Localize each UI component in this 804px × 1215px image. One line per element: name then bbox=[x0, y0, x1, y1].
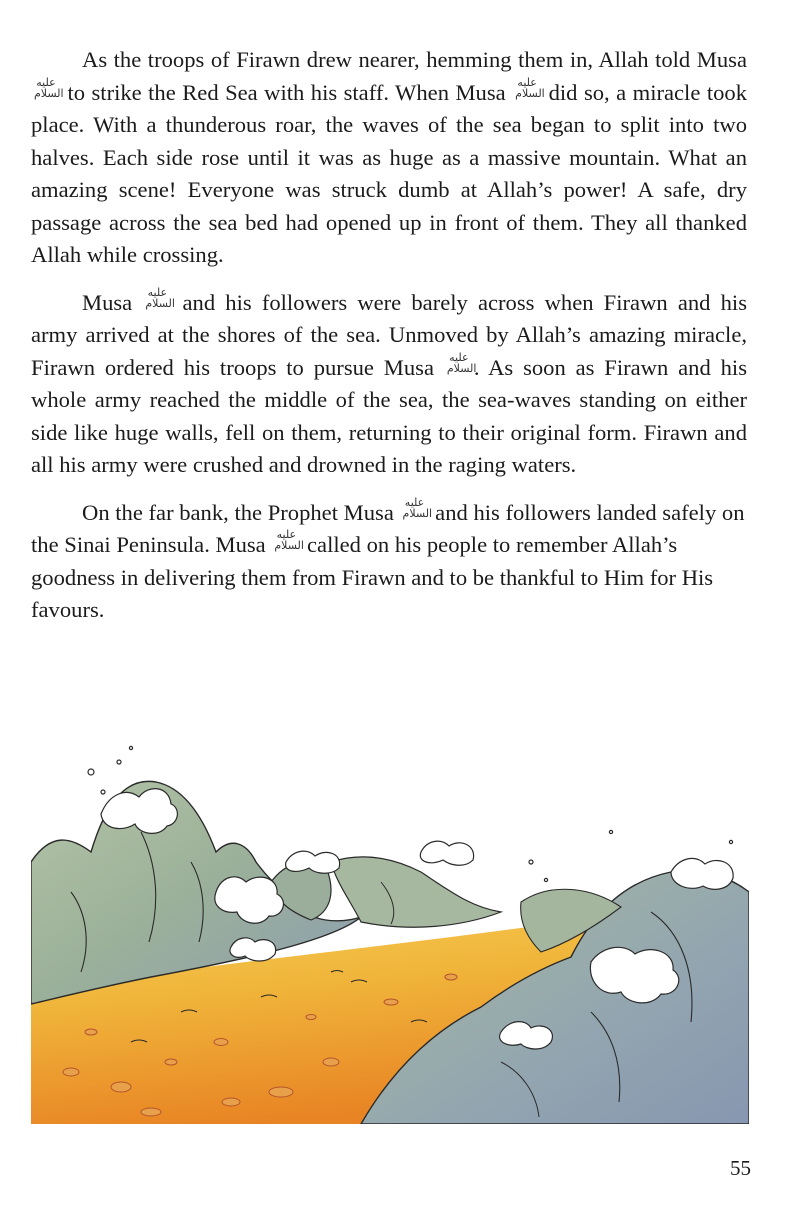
paragraph-text: to strike the Red Sea with his staff. When Musa bbox=[67, 79, 506, 105]
peace-be-upon-him-mark: عليه السلام bbox=[274, 528, 304, 552]
paragraph-text: On the far bank, the Prophet Musa bbox=[82, 499, 394, 525]
paragraph-text: Musa bbox=[82, 289, 133, 315]
paragraph-text: called on his people to remember Allah’s goodness in delivering them from Firawn and to be thankful to Him for His favours. bbox=[31, 532, 714, 622]
peace-be-upon-him-mark: عليه السلام bbox=[402, 495, 433, 520]
story-paragraph bbox=[31, 287, 747, 482]
parted-sea-illustration bbox=[31, 742, 749, 1124]
peace-be-upon-him-mark: عليه السلام bbox=[34, 75, 64, 100]
page-number: 55 bbox=[730, 1156, 751, 1180]
peace-be-upon-him-mark: عليه السلام bbox=[446, 350, 477, 375]
paragraph-text: and his followers landed safely on the Sinai Peninsula. Musa bbox=[31, 499, 745, 557]
paragraph-text: As the troops of Firawn drew nearer, hemming them in, Allah told Musa bbox=[82, 47, 747, 72]
peace-be-upon-him-mark: عليه السلام bbox=[145, 285, 175, 310]
paragraph-text: and his followers were barely across when Firawn and his army arrived at the shores of the sea. Unmoved by Allah’s amazing miracle, Firawn ordered his troops to pursue Musa bbox=[31, 289, 747, 380]
paragraph-text: did so, a miracle took place. With a thunderous roar, the waves of the sea began to split into two halves. Each side rose until it was as huge as a massive mountain. What an amazing scene! Everyone was struck dumb at Allah’s power! A safe, dry passage across the sea bed had opened up in front of them. They all thanked Allah while crossing. bbox=[31, 79, 747, 267]
story-text bbox=[31, 44, 747, 642]
paragraph-text: . As soon as Firawn and his whole army reached the middle of the sea, the sea-waves standing on either side like huge walls, fell on them, returning to their original form. Firawn and all his army were crushed and drowned in the raging waters. bbox=[31, 354, 747, 477]
story-paragraph bbox=[31, 497, 747, 627]
story-paragraph bbox=[31, 44, 747, 272]
peace-be-upon-him-mark: عليه السلام bbox=[515, 75, 545, 100]
